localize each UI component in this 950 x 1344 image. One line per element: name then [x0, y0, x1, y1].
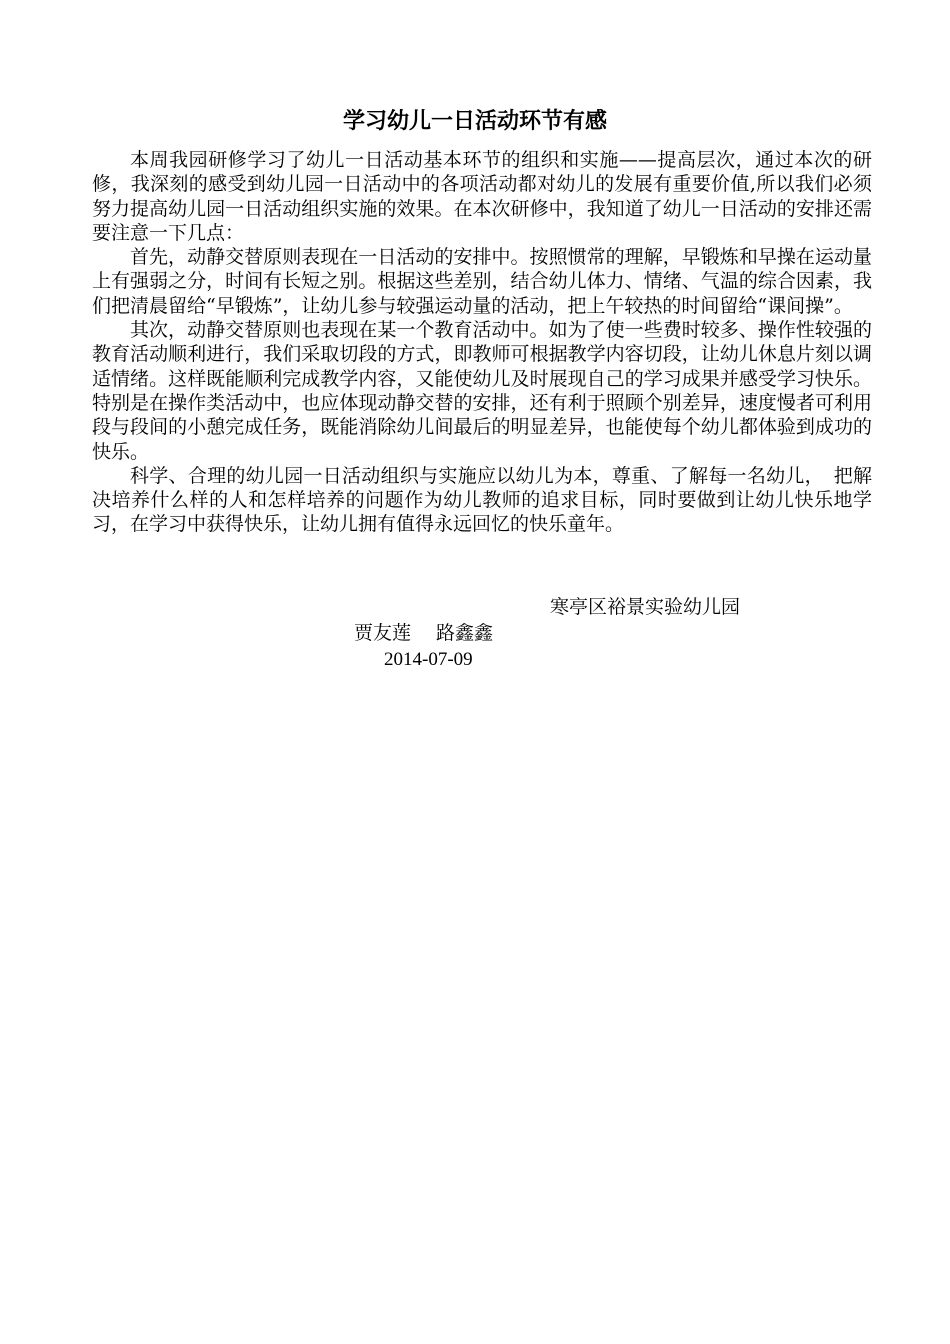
document-date: 2014-07-09 [384, 649, 473, 670]
paragraph-second-point: 其次，动静交替原则也表现在某一个教育活动中。如为了使一些费时较多、操作性较强的教育活动顺利进行，我们采取切段的方式，即教师可根据教学内容切段，让幼儿休息片刻以调适情绪。这样既能顺利完成教学内容，又能使幼儿及时展现自己的学习成果并感受学习快乐。特别是在操作类活动中，也应体现动静交替的安排，还有利于照顾个别差异，速度慢者可利用段与段间的小憩完成任务，既能消除幼儿间最后的明显差异，也能使每个幼儿都体验到成功的快乐。 [92, 319, 872, 463]
document-body [92, 148, 872, 537]
paragraph-conclusion: 科学、合理的幼儿园一日活动组织与实施应以幼儿为本，尊重、了解每一名幼儿， 把解决培养什么样的人和怎样培养的问题作为幼儿教师的追求目标，同时要做到让幼儿快乐地学习，在学习中获得快乐，让幼儿拥有值得永远回忆的快乐童年。 [92, 464, 872, 536]
paragraph-first-point: 首先，动静交替原则表现在一日活动的安排中。按照惯常的理解，早锻炼和早操在运动量上有强弱之分，时间有长短之别。根据这些差别，结合幼儿体力、情绪、气温的综合因素，我们把清晨留给“早锻炼”，让幼儿参与较强运动量的活动，把上午较热的时间留给“课间操”。 [92, 246, 872, 317]
document-title: 学习幼儿一日活动环节有感 [342, 109, 607, 134]
author-names: 贾友莲 路鑫鑫 [354, 622, 494, 644]
paragraph-intro: 本周我园研修学习了幼儿一日活动基本环节的组织和实施——提高层次，通过本次的研修，我深刻的感受到幼儿园一日活动中的各项活动都对幼儿的发展有重要价值,所以我们必须努力提高幼儿园一日活动组织实施的效果。在本次研修中，我知道了幼儿一日活动的安排还需要注意一下几点： [92, 149, 872, 244]
organization-name: 寒亭区裕景实验幼儿园 [550, 596, 741, 618]
